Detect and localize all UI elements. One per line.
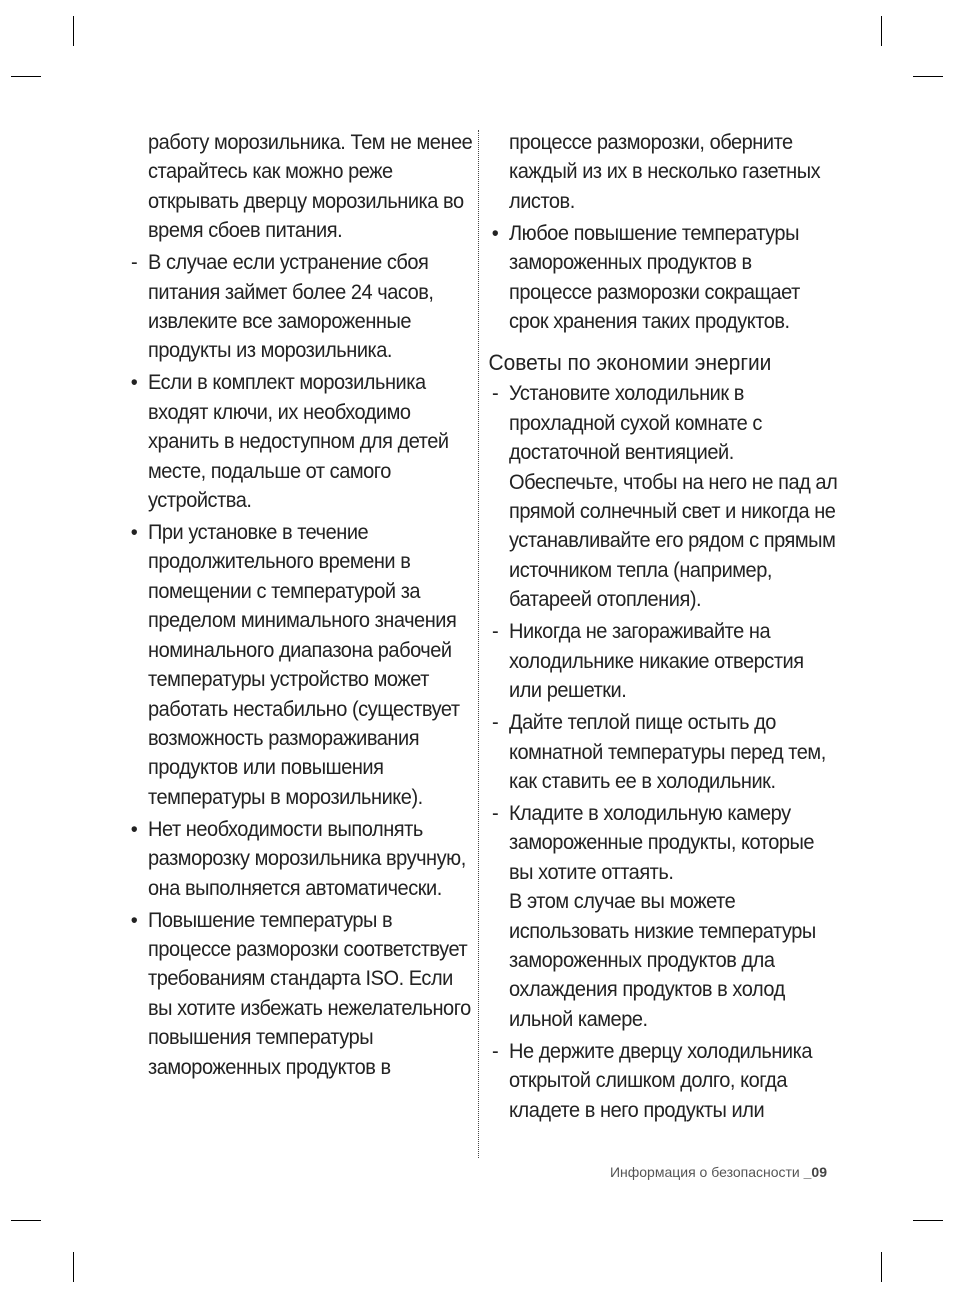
continued-text [509, 128, 839, 216]
right-column-bottom [491, 379, 839, 1125]
paragraph-text: Любое повышение температуры замороженных продуктов в процессе разморозки сокращает срок хранения таких продуктов. [509, 220, 800, 334]
dash-marker: - [491, 381, 499, 406]
bullet-icon: • [491, 220, 499, 245]
crop-mark [11, 1220, 41, 1221]
list-item [491, 617, 839, 705]
paragraph-text: Дайте теплой пище остыть до комнатной температуры перед тем, как ставить ее в холодильник. [509, 710, 826, 793]
list-item [491, 708, 839, 796]
paragraph-text: Никогда не загораживайте на холодильнике никакие отверстия или решетки. [509, 619, 804, 703]
list-item [130, 518, 475, 812]
page-number: _09 [803, 1164, 827, 1180]
dash-marker: - [491, 710, 499, 735]
paragraph-text: Если в комплект морозильника входят ключи, их необходимо хранить в недоступном для детей месте, подальше от самого устройства. [148, 370, 449, 513]
dash-marker: - [130, 250, 138, 275]
footer-section-title: Информация о безопасности [609, 1164, 800, 1180]
continued-text [148, 128, 475, 246]
paragraph-text: работу морозильника. Тем не менее старайтесь как можно реже открывать дверцу морозильника во время сбоев питания. [148, 130, 473, 243]
crop-mark [913, 76, 943, 77]
left-column [130, 128, 475, 1085]
bullet-icon: • [130, 816, 138, 841]
paragraph-text: Нет необходимости выполнять разморозку морозильника вручную, она выполняется автоматически. [148, 816, 466, 900]
column-divider [478, 130, 479, 1158]
crop-mark [913, 1220, 943, 1221]
bullet-icon: • [130, 370, 138, 395]
dash-marker: - [491, 619, 499, 644]
right-column-top [491, 128, 839, 336]
dash-marker: - [491, 1038, 499, 1063]
page-footer [610, 1164, 827, 1180]
paragraph-text: В этом случае вы можете использовать низкие температуры замороженных продуктов дла охлаждения продуктов в холод ильной камере. [509, 889, 816, 1031]
paragraph-text: Не держите дверцу холодильника открытой слишком долго, когда кладете в него продукты или [509, 1038, 813, 1122]
list-item [130, 815, 475, 903]
paragraph-text: процессе разморозки, оберните каждый из их в несколько газетных листов. [509, 130, 821, 213]
list-item [491, 1037, 839, 1125]
paragraph-text: Кладите в холодильную камеру замороженные продукты, которые вы хотите оттаять. [509, 800, 815, 884]
crop-mark [881, 16, 882, 46]
bullet-icon: • [130, 520, 138, 545]
bullet-icon: • [130, 907, 138, 932]
crop-mark [881, 1252, 882, 1282]
paragraph-text: В случае если устранение сбоя питания займет более 24 часов, извлеките все замороженные продукты из морозильника. [148, 250, 434, 363]
list-item [491, 799, 839, 1034]
paragraph-text: Установите холодильник в прохладной сухой комнате с достаточной вентияцией. [509, 381, 762, 465]
list-item [130, 906, 475, 1082]
list-item [491, 219, 839, 337]
crop-mark [73, 16, 74, 46]
crop-mark [73, 1252, 74, 1282]
section-heading: Советы по экономии энергии [488, 350, 772, 376]
paragraph-text: Обеспечьте, чтобы на него не пад ал прямой солнечный свет и никогда не устанавливайте его рядом с прямым источником тепла (например, батареей отопления). [509, 469, 838, 612]
paragraph-text: При установке в течение продолжительного времени в помещении с температурой за пределом минимального значения номинального диапазона рабочей температуры устройство может работать нестабильно (существует возможность размораживания продуктов или повышения температуры в морозильнике). [148, 520, 460, 809]
list-item [130, 248, 475, 366]
crop-mark [11, 76, 41, 77]
dash-marker: - [491, 800, 499, 825]
right-column [488, 128, 839, 1128]
list-item [491, 379, 839, 614]
list-item [130, 368, 475, 515]
paragraph-text: Повышение температуры в процессе разморозки соответствует требованиям стандарта ISO. Если вы хотите избежать нежелательного повышения температуры замороженных продуктов в [148, 907, 471, 1079]
